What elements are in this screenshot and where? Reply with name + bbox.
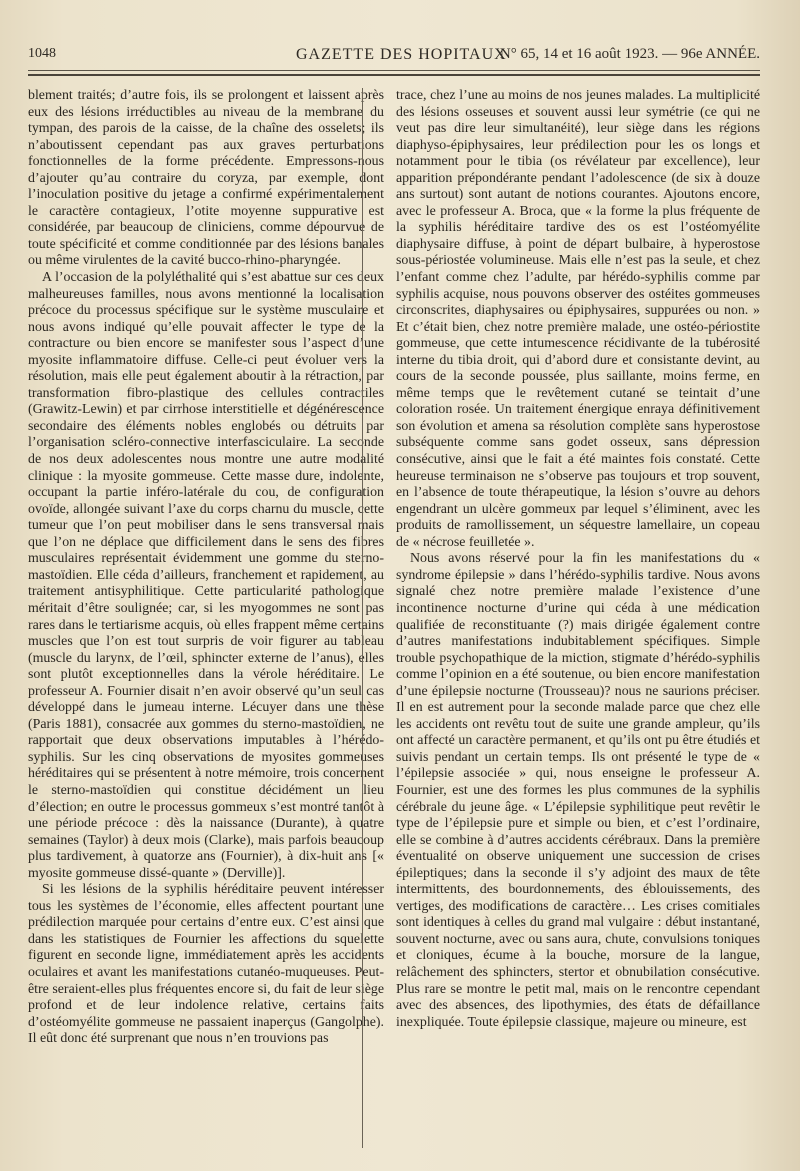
paragraph: Nous avons réservé pour la fin les manifestations du « syndrome épilepsie » dans l’hérédo-syphilis tardive. Nous avons signalé chez notre première malade l’existence d’une incontinence nocturne d’urine qui céda à une médication qualifiée de reconstituante (?) mais dirigée également contre d’autres manifestations indubitablement spécifiques. Simple trouble psychopathique de la miction, stigmate d’hérédo-syphilis comme l’opinion en a été soutenue, ou bien encore manifestation d’une épilepsie nocturne (Trousseau)? nous ne saurions préciser. Il en est autrement pour la seconde malade parce que chez elle les accidents ont revêtu tout de suite une grande ampleur, qu’ils ont affecté un caractère permanent, et qu’ils ont pu être étudiés et suivis pendant un certain temps. Ils ont présenté le type de « l’épilepsie associée » qui, nous enseigne le professeur A. Fournier, est une des formes les plus communes de la syphilis cérébrale du jeune âge. « L’épilepsie syphilitique peut revêtir le type de l’épilepsie pure et simple ou bien, et c’est l’ordinaire, elle se combine à d’autres accidents cérébraux. Dans la première éventualité on observe uniquement une succession de crises épileptiques; dans la seconde il s’y adjoint des maux de tête intermittents, des bourdonnements, des éblouissements, des vertiges, des modifications de caractère… Les crises comitiales sont identiques à celles du grand mal vulgaire : début instantané, souvent nocturne, avec ou sans aura, chute, convulsions toniques et cloniques, écume à la bouche, morsure de la langue, relâchement des sphincters, stertor et obnubilation consécutive. Plus rare se montre le petit mal, mais on le rencontre cependant avec des absences, des lipothymies, des états de défaillance inexpliquée. Toute épilepsie classique, majeure ou mineure, est <box>396 551 760 1030</box>
page-number: 1048 <box>28 46 56 61</box>
right-column <box>396 88 760 1153</box>
issue-info: N° 65, 14 et 16 août 1923. — 96e ANNÉE. <box>499 46 760 62</box>
paragraph: trace, chez l’une au moins de nos jeunes malades. La multiplicité des lésions osseuses et souvent aussi leur symétrie (ce qui ne veut pas dire leur simultanéité), leur siège dans les régions diaphyso-épiphysaires, leur prédilection pour les os longs et notamment pour le tibia (os révélateur par excellence), leur apparition prépondérante pendant l’adolescence (de six à douze ans surtout) sont autant de notions courantes. Ajoutons encore, avec le professeur A. Broca, que « la forme la plus fréquente de la syphilis héréditaire tardive des os est l’ostéomyélite diaphysaire diffuse, à point de départ bulbaire, à hyperostose sous-périostée volumineuse. Mais elle n’est pas la seule, et chez l’enfant comme chez l’adulte, par hérédo-syphilis comme par syphilis acquise, nous pouvons observer des ostéites gommeuses circonscrites, diaphysaires ou épiphysaires, suppurées ou non. » Et c’était bien, chez notre première malade, une ostéo-périostite gommeuse, que cette intumescence récidivante de la tubérosité interne du tibia droit, qui d’abord dure et consistante devint, au cours de la seconde poussée, plus saillante, moins ferme, en même temps que le revêtement cutané se teintait d’une coloration rosée. Un traitement énergique enraya définitivement son évolution et amena sa résolution complète sans hyperostose subséquente comme sans godet osseux, sans dépression consécutive, ainsi que le fait a été maintes fois constaté. Cette heureuse terminaison ne s’observe pas toujours et trop souvent, en l’absence de toute thérapeutique, la lésion s’ouvre au dehors engendrant un ulcère gommeux par lequel s’éliminent, avec les produits de ramollissement, un séquestre lamellaire, un copeau de « nécrose feuilletée ». <box>396 88 760 550</box>
header-rule-thin <box>28 70 760 71</box>
column-divider <box>362 88 363 1148</box>
page-header <box>28 46 760 70</box>
paragraph: blement traités; d’autre fois, ils se prolongent et laissent après eux des lésions irréductibles au niveau de la membrane du tympan, des parois de la caisse, de la chaîne des osselets; ils n’aboutissent cependant pas aux graves perturbations fonctionnelles de la forme précédente. Empressons-nous d’ajouter qu’au contraire du coryza, par exemple, dont l’inoculation positive du jetage a confirmé expérimentalement le caractère contagieux, l’otite moyenne suppurative est considérée, par beaucoup de cliniciens, comme dépourvue de toute spécificité et comme conditionnée par des lésions banales ou même virulentes de la cavité bucco-rhino-pharyngée. <box>28 88 384 269</box>
left-column <box>28 88 384 1153</box>
article-body <box>28 88 760 1153</box>
paragraph: A l’occasion de la polyléthalité qui s’est abattue sur ces deux malheureuses familles, nous avons mentionné la localisation précoce du processus spécifique sur le système musculaire et nous avons indiqué qu’elle pouvait affecter le type de la contracture ou bien encore se manifester sous l’aspect d’une myosite inflammatoire diffuse. Celle-ci peut évoluer vers la résolution, mais elle peut également aboutir à la rétraction, par transformation fibro-plastique des cellules contractiles (Grawitz-Lewin) et par cirrhose interstitielle et dégénérescence secondaire des éléments nobles englobés ou détruits par l’organisation scléro-connective interfasciculaire. La seconde de nos deux adolescentes nous montre une autre modalité clinique : la myosite gommeuse. Cette masse dure, indolente, occupant la partie inféro-latérale du cou, de configuration ovoïde, allongée suivant l’axe du corps charnu du muscle, cette tumeur que l’on peut mobiliser dans le sens transversal mais que l’on ne déplace que difficilement dans le sens des fibres musculaires représentait évidemment une gomme du sterno-mastoïdien. Elle céda d’ailleurs, franchement et rapidement, au traitement antisyphilitique. Cette particularité pathologique méritait d’être soulignée; car, si les myogommes ne sont pas rares dans le tertiarisme acquis, où elles frappent même certains muscles que l’on est tout surpris de voir figurer au tableau (muscle du larynx, de l’œil, sphincter externe de l’anus), elles sont plutôt exceptionnelles dans la vérole héréditaire. Le professeur A. Fournier disait n’en avoir observé qu’un seul cas développé dans le jumeau interne. Lécuyer dans une thèse (Paris 1881), consacrée aux gommes du sterno-mastoïdien, ne rapportait que deux observations imputables à l’hérédo-syphilis. Sur les cinq observations de myosites gommeuses héréditaires qui se présentent à notre mémoire, trois concernent le sterno-mastoïdien qui constitue décidément un lieu d’élection; en outre le processus gommeux s’est montré tantôt à une période précoce : dès la naissance (Durante), à quatre semaines (Taylor) à deux mois (Clarke), mais parfois beaucoup plus tardivement, à quatorze ans (Fournier), à dix-huit ans [« myosite gommeuse dissé-quante » (Derville)]. <box>28 270 384 881</box>
paragraph: Si les lésions de la syphilis héréditaire peuvent intéresser tous les systèmes de l’économie, elles affectent pourtant une prédilection marquée pour certains d’entre eux. C’est ainsi que dans les statistiques de Fournier les affections du squelette figurent en seconde ligne, immédiatement après les accidents oculaires et avant les manifestations cutanéo-muqueuses. Peut-être seraient-elles plus fréquentes encore si, du fait de leur siège profond et de leur indolence relative, certains faits d’ostéomyélite gommeuse ne passaient inaperçus (Gangolphe). Il eût donc été surprenant que nous n’en trouvions pas <box>28 882 384 1047</box>
journal-title: GAZETTE DES HOPITAUX <box>296 46 507 63</box>
header-rule-thick <box>28 74 760 76</box>
